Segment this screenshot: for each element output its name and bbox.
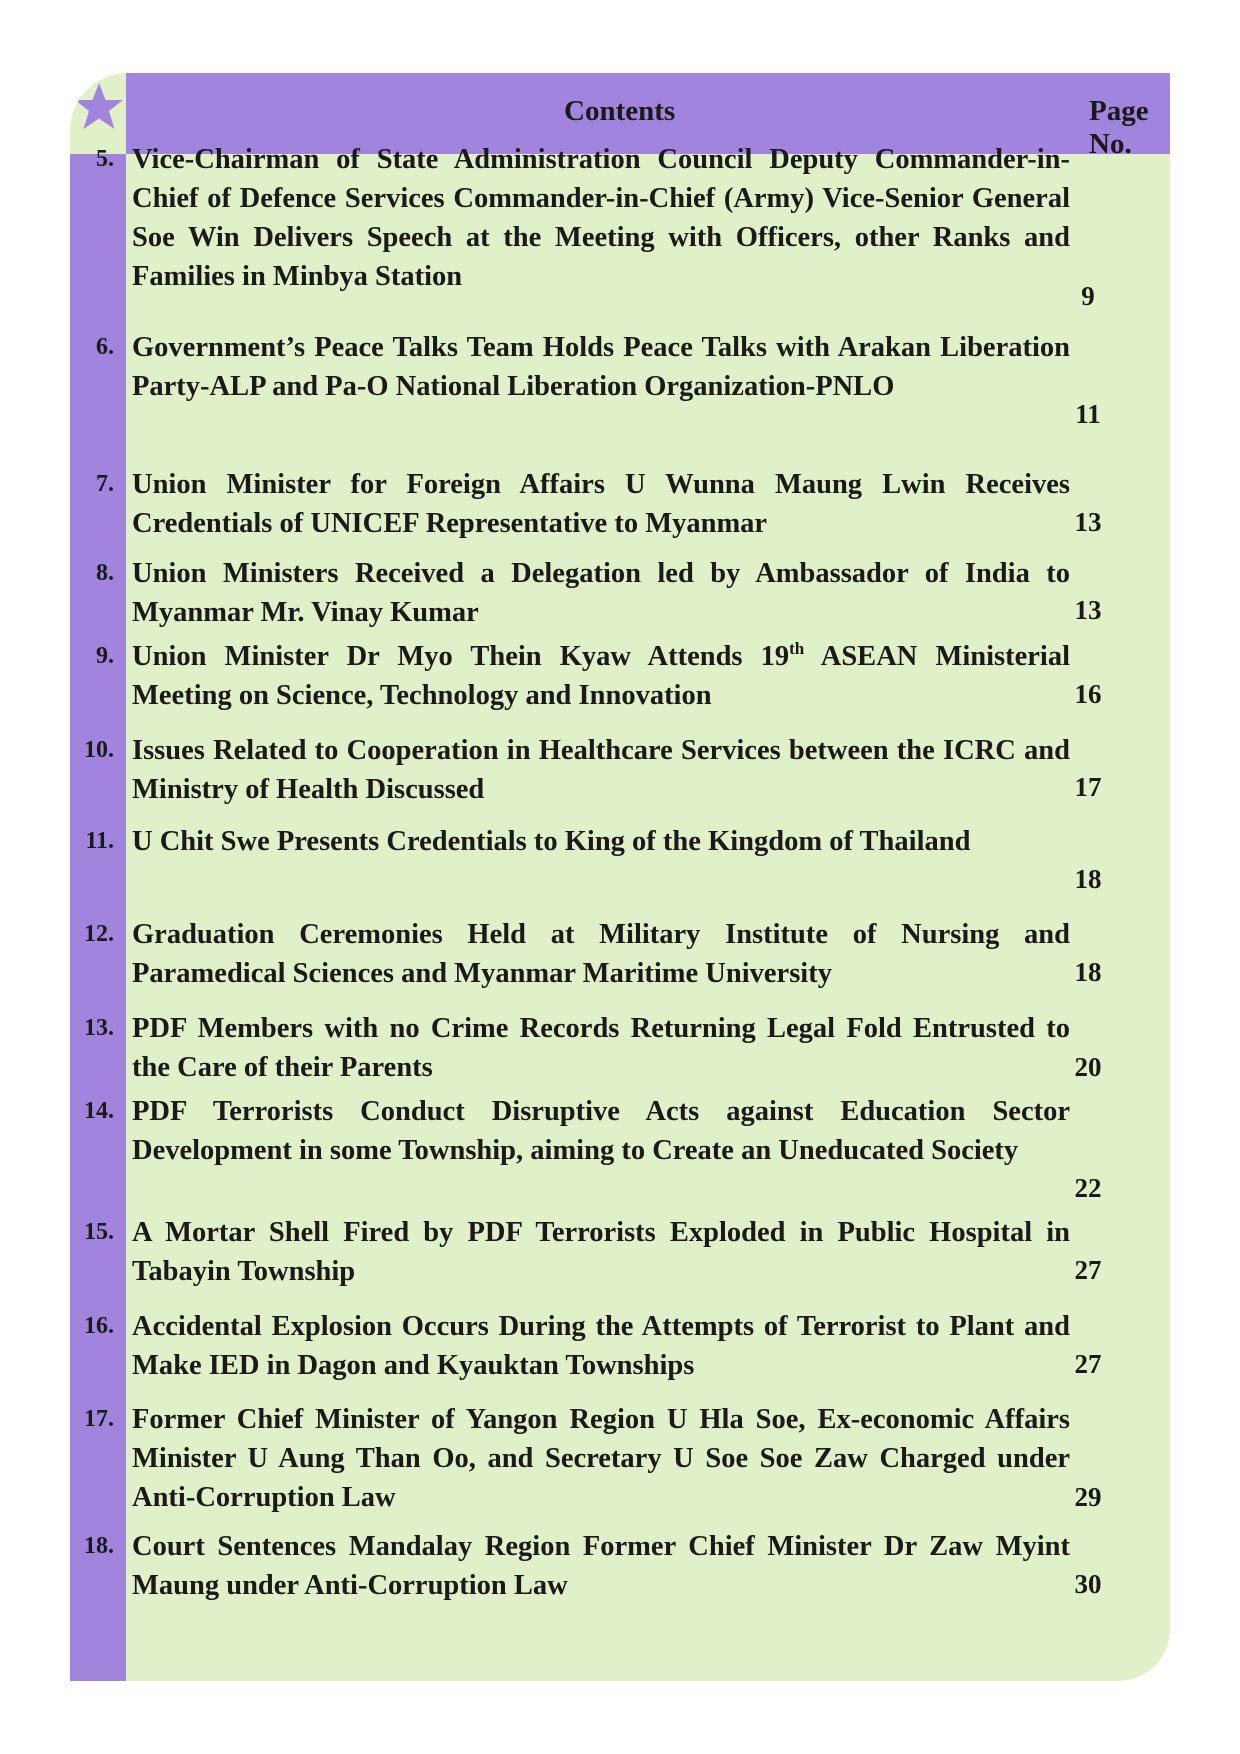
contents-heading: Contents [564,95,676,127]
star-icon [73,81,125,133]
entry-number: 14. [84,1098,114,1124]
entry-page: 11 [1075,399,1101,429]
entry-title-part: Union Minister Dr Myo Thein Kyaw Attends 19 [132,641,790,672]
entry-title: Graduation Ceremonies Held at Military Institute of Nursing and Paramedical Sciences and Myanmar Maritime University [132,919,1070,989]
entry-number: 9. [96,643,114,669]
entry-page: 27 [1074,1349,1102,1379]
entry-number: 16. [84,1313,114,1339]
entry-page: 22 [1074,1173,1102,1203]
entry-title: Issues Related to Cooperation in Healthcare Services between the ICRC and Ministry of Health Discussed [132,735,1070,805]
entry-page: 17 [1074,772,1102,802]
entry-title: Union Minister for Foreign Affairs U Wunna Maung Lwin Receives Credentials of UNICEF Representative to Myanmar [132,469,1070,539]
entry-number: 15. [84,1219,114,1245]
entry-title: Government’s Peace Talks Team Holds Peace Talks with Arakan Liberation Party-ALP and Pa-O National Liberation Organization-PNLO [132,332,1070,402]
entry-title [132,637,1070,715]
entry-page: 18 [1074,864,1102,894]
entry-page: 30 [1074,1569,1102,1599]
entry-page: 13 [1074,507,1102,537]
entry-title: Accidental Explosion Occurs During the Attempts of Terrorist to Plant and Make IED in Dagon and Kyauktan Townships [132,1311,1070,1381]
entry-title-superscript: th [789,639,805,658]
entry-title: Former Chief Minister of Yangon Region U Hla Soe, Ex-economic Affairs Minister U Aung Than Oo, and Secretary U Soe Soe Zaw Charged under Anti-Corruption Law [132,1404,1070,1513]
entry-number: 17. [84,1406,114,1432]
entry-number: 8. [96,560,114,586]
entry-title-part: ASEAN Ministerial Meeting on Science, Technology and Innovation [132,641,1071,711]
page-number-heading: Page No. [1089,95,1149,160]
entry-number: 7. [96,471,114,497]
entry-page: 18 [1074,957,1102,987]
entry-number: 5. [96,146,114,172]
entry-number: 6. [96,334,114,360]
entry-page: 20 [1074,1052,1102,1082]
entry-title: Vice-Chairman of State Administration Council Deputy Commander-in-Chief of Defence Services Commander-in-Chief (Army) Vice-Senior General Soe Win Delivers Speech at the Meeting with Officers, other Ranks and Families in Minbya Station [132,144,1070,292]
entry-page: 27 [1074,1255,1102,1285]
entry-page: 13 [1074,595,1102,625]
entry-title: PDF Members with no Crime Records Returning Legal Fold Entrusted to the Care of their Parents [132,1013,1070,1083]
entry-number: 13. [84,1015,114,1041]
entry-title: U Chit Swe Presents Credentials to King of the Kingdom of Thailand [132,826,971,857]
entry-title: PDF Terrorists Conduct Disruptive Acts against Education Sector Development in some Township, aiming to Create an Uneducated Society [132,1096,1070,1166]
entry-number: 11. [85,828,114,854]
entry-page: 9 [1081,281,1095,311]
entry-title: Union Ministers Received a Delegation led by Ambassador of India to Myanmar Mr. Vinay Kumar [132,558,1070,628]
entry-title: Court Sentences Mandalay Region Former Chief Minister Dr Zaw Myint Maung under Anti-Corruption Law [132,1531,1070,1601]
entry-page: 29 [1074,1482,1102,1512]
entry-number: 10. [84,737,114,763]
contents-panel [70,73,1170,1681]
entry-number: 12. [84,921,114,947]
entry-title: A Mortar Shell Fired by PDF Terrorists Exploded in Public Hospital in Tabayin Township [132,1217,1070,1287]
entry-page: 16 [1074,679,1102,709]
entry-number: 18. [84,1533,114,1559]
